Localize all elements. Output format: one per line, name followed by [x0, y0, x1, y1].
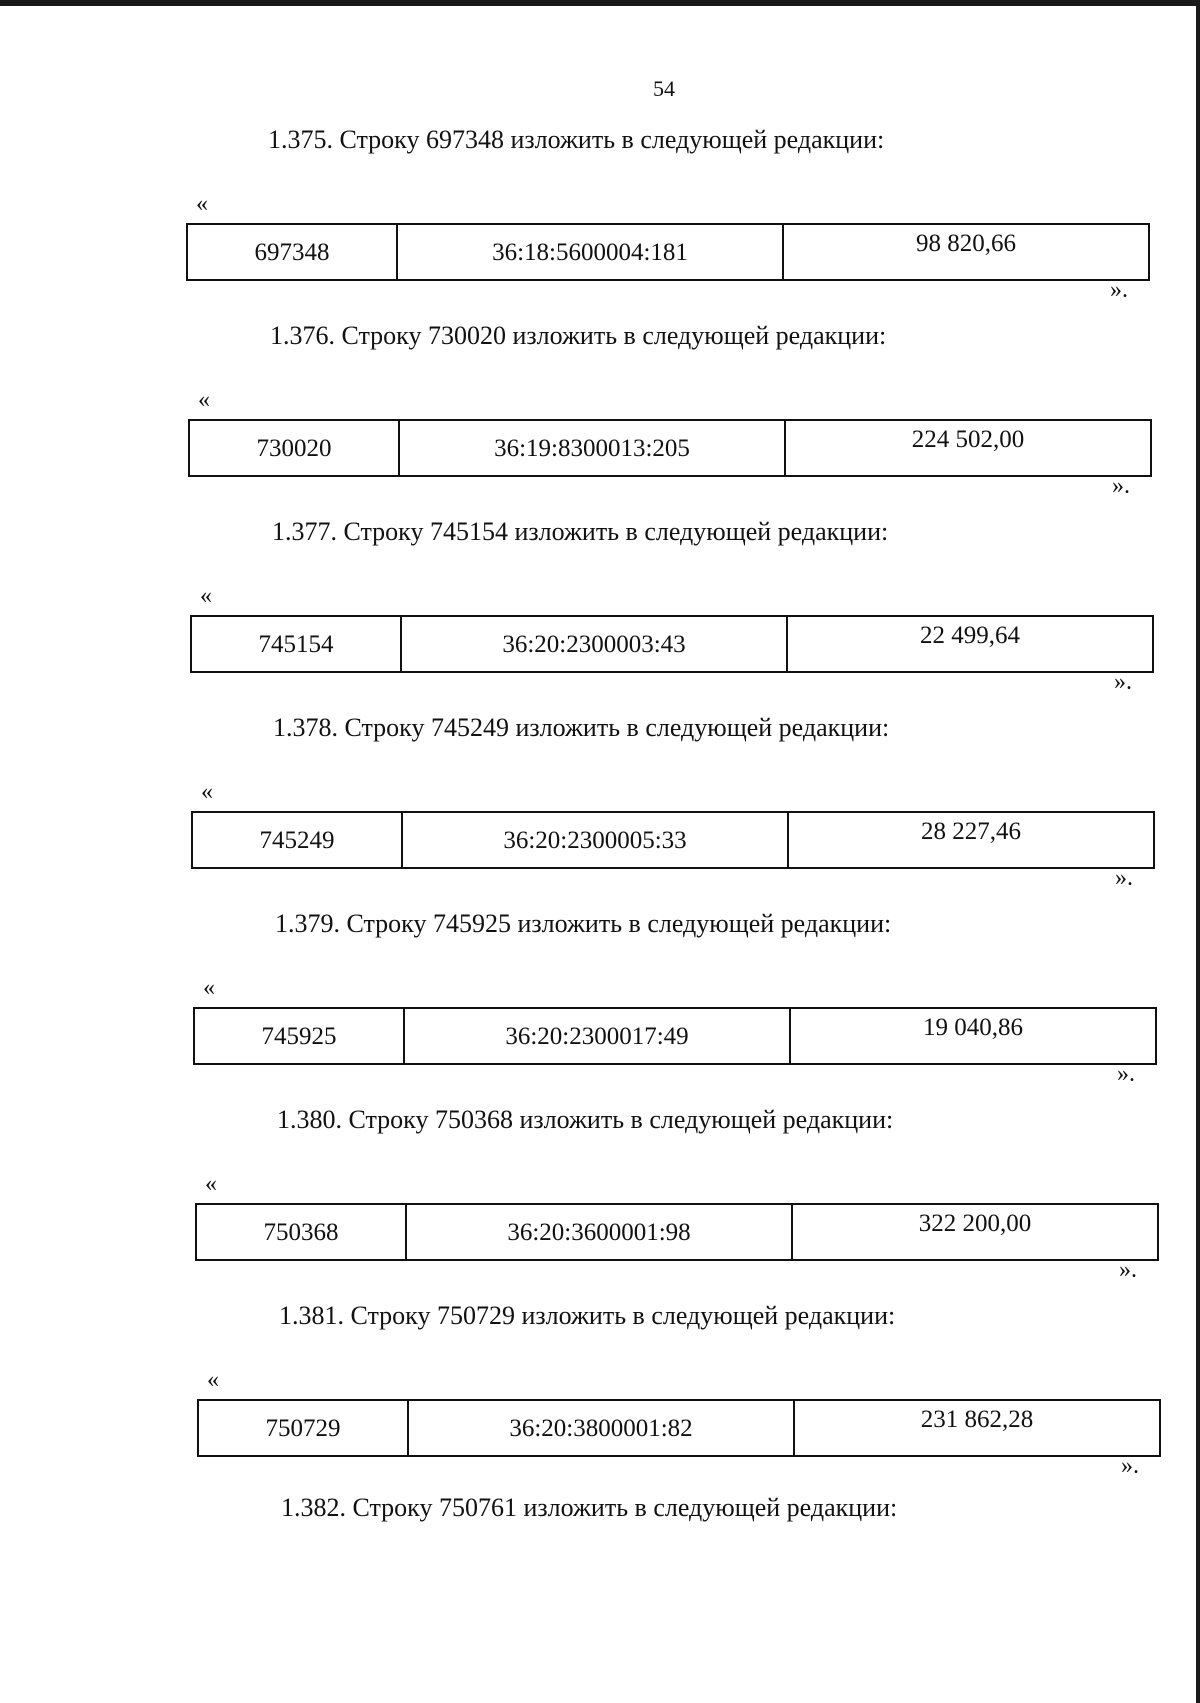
section-heading: 1.377. Строку 745154 изложить в следующей редакции: [272, 517, 889, 546]
close-quote-mark: ». [1112, 473, 1130, 499]
open-quote-mark: « [201, 779, 213, 805]
open-quote-mark: « [205, 1171, 217, 1197]
value-text: 98 820,66 [916, 230, 1016, 257]
row-id-text: 697348 [254, 238, 330, 266]
open-quote-mark: « [198, 387, 210, 413]
close-quote-mark: ». [1119, 1257, 1137, 1283]
section-heading: 1.379. Строку 745925 изложить в следующей редакции: [275, 909, 892, 938]
row-id-cell [194, 1008, 404, 1064]
row-id-cell [192, 812, 402, 868]
row-id-text: 750729 [265, 1414, 341, 1442]
table-row [189, 420, 1151, 476]
value-text: 224 502,00 [911, 426, 1025, 453]
open-quote-mark: « [207, 1367, 219, 1393]
cadastral-number-cell [408, 1400, 794, 1456]
row-id-text: 745154 [258, 630, 334, 658]
table-row-697348 [186, 223, 1150, 281]
section-heading: 1.376. Строку 730020 изложить в следующей редакции: [270, 321, 887, 350]
table-row [192, 812, 1154, 868]
section-heading: 1.375. Строку 697348 изложить в следующей редакции: [268, 125, 885, 154]
section-heading: 1.381. Строку 750729 изложить в следующей редакции: [279, 1301, 896, 1330]
table-row-750729 [197, 1399, 1161, 1457]
row-id-cell [189, 420, 399, 476]
close-quote-mark: ». [1114, 669, 1132, 695]
page-border-right [1196, 0, 1200, 1703]
value-cell [785, 420, 1151, 476]
close-quote-mark: ». [1115, 865, 1133, 891]
row-id-cell [198, 1400, 408, 1456]
row-id-text: 745249 [259, 826, 335, 854]
page-number: 54 [653, 76, 675, 101]
section-heading: 1.380. Строку 750368 изложить в следующей редакции: [277, 1105, 894, 1134]
value-text: 322 200,00 [918, 1210, 1032, 1237]
cadastral-number-cell [401, 616, 787, 672]
cadastral-number-text: 36:20:2300005:33 [503, 826, 687, 854]
cadastral-number-text: 36:20:2300017:49 [505, 1022, 689, 1050]
table-row [194, 1008, 1156, 1064]
row-id-cell [196, 1204, 406, 1260]
table-row [187, 224, 1149, 280]
table-row [191, 616, 1153, 672]
section-heading: 1.378. Строку 745249 изложить в следующей редакции: [273, 713, 890, 742]
value-text: 19 040,86 [923, 1014, 1023, 1041]
cadastral-number-cell [402, 812, 788, 868]
value-cell [794, 1400, 1160, 1456]
open-quote-mark: « [196, 191, 208, 217]
table-row-745925 [193, 1007, 1157, 1065]
table-row-750368 [195, 1203, 1159, 1261]
row-id-text: 730020 [256, 434, 332, 462]
open-quote-mark: « [203, 975, 215, 1001]
value-cell [783, 224, 1149, 280]
table-row-730020 [188, 419, 1152, 477]
cadastral-number-text: 36:20:3600001:98 [507, 1218, 691, 1246]
value-cell [788, 812, 1154, 868]
cadastral-number-text: 36:20:2300003:43 [502, 630, 686, 658]
value-cell [790, 1008, 1156, 1064]
table-row [196, 1204, 1158, 1260]
value-cell [792, 1204, 1158, 1260]
row-id-cell [191, 616, 401, 672]
close-quote-mark: ». [1110, 277, 1128, 303]
value-text: 22 499,64 [920, 622, 1020, 649]
close-quote-mark: ». [1117, 1061, 1135, 1087]
cadastral-number-text: 36:19:8300013:205 [494, 434, 690, 462]
cadastral-number-cell [406, 1204, 792, 1260]
row-id-text: 745925 [261, 1022, 337, 1050]
value-cell [787, 616, 1153, 672]
cadastral-number-text: 36:20:3800001:82 [509, 1414, 693, 1442]
value-text: 28 227,46 [921, 818, 1021, 845]
close-quote-mark: ». [1121, 1453, 1139, 1479]
cadastral-number-cell [399, 420, 785, 476]
cadastral-number-text: 36:18:5600004:181 [492, 238, 688, 266]
table-row-745249 [191, 811, 1155, 869]
table-row [198, 1400, 1160, 1456]
row-id-cell [187, 224, 397, 280]
cadastral-number-cell [404, 1008, 790, 1064]
page-border-top [0, 0, 1200, 6]
value-text: 231 862,28 [920, 1406, 1034, 1433]
cadastral-number-cell [397, 224, 783, 280]
table-row-745154 [190, 615, 1154, 673]
row-id-text: 750368 [263, 1218, 339, 1246]
open-quote-mark: « [200, 583, 212, 609]
section-heading-1-382: 1.382. Строку 750761 изложить в следующей редакции: [281, 1493, 898, 1522]
